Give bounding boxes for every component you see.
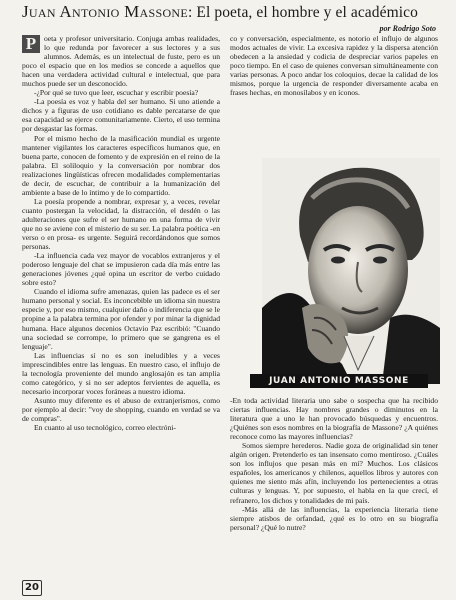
answer-2e: co y conversación, especialmente, es notorio el influjo de algunos modos actuales de vivir. La excesiva rapidez y la dispersa atención obedecen a la ansiedad y codicia de despreciar varios papeles en poco tiempo. En el caso de quienes conversan simultáneamente con varias personas. A poco andar los coloquios, decae la calidad de los mismos, porque la urgencia de responder diversamente acaba en frases hechas, en monosílabos y en íconos. [230,34,438,98]
title-name: Juan Antonio Massone [22,2,189,21]
question-2: -La influencia cada vez mayor de vocablos extranjeros y el poderoso lenguaje del chat se impusieron cada día más entre las generaciones jóvenes ¿qué opina un escritor de verbo cuidado sobre esto? [22,251,220,288]
left-column [22,34,220,432]
answer-1b: Por el mismo hecho de la masificación mundial es urgente mantener vigilantes los caracteres específicos humanos que, en buena parte, conocen de fomento y de expresión en el reino de la palabra. El soliloquio y la conversación por nombrar dos realizaciones lingüísticas ofrecen modalidades complementarias de decir, de escuchar, de contribuir a la humanización del ambiente a base de lo íntimo y de lo compartido. [22,133,220,197]
right-column-top [230,34,438,97]
answer-2b: Las influencias sí no es son ineludibles y a veces imprescindibles entre las lenguas. En nuestro caso, el influjo de la tecnología proveniente del mundo anglosajón es tan amplia como categórico, y si no ser adeptos fervientes de aquella, es necesario incorporar voces foráneas a nuestro idioma. [22,350,220,396]
answer-2c: Asunto muy diferente es el abuso de extranjerismos, como por ejemplo al decir: "voy de shopping, cuando en verdad se va de compras". [22,395,220,423]
photo-caption: JUAN ANTONIO MASSONE [250,374,428,388]
drop-cap: P [22,35,40,53]
question-4: -Más allá de las influencias, la experiencia literaria tiene siempre atisbos de orfandad, ¿qué es lo otro en su biografía personal? ¿Qué lo nutre? [230,504,438,532]
question-1: -¿Por qué se tuvo que leer, escuchar y escribir poesía? [34,88,199,98]
answer-1c: La poesía propende a nombrar, expresar y, a veces, revelar cuanto postergan la velocidad, la distracción, el desdén o las adulteraciones que sufre el ser humano en una forma de vivir que no se aviene con el misterio de su ser. La palabra poética -en verso o en prosa- es urgente. Seguirá recordándonos que somos personas. [22,196,220,252]
page-number: 20 [22,580,42,596]
intro-text: oeta y profesor universitario. Conjuga ambas realidades, lo que redunda por favorecer a sus lectores y a sus alumnos. Además, es un intelectual de fuste, pero es un poco el espacio que en los medios se concede a aquellos que hacen una verdadera actividad cultural e intelectual, que para muchos puede ser un desconocido. [22,34,220,89]
question-3: -En toda actividad literaria uno sabe o sospecha que ha recibido ciertas influencias. Hay nombres grandes o diminutos en la literatura que a uno le han provocado búsquedas y encuentros. ¿Quiénes son esos nombres en la biografía de Massone? ¿A quiénes reconoce como las mayores influencias? [230,396,438,442]
portrait-illustration [262,158,440,384]
answer-2a: Cuando el idioma sufre amenazas, quien las padece es el ser humano personal y social. Es inconcebible un idioma sin nuestra especie y, por eso mismo, cualquier daño o indiferencia que se le propine a la palabra termina por ofender y por minar la dignidad humana. Hace algunos decenios Octavio Paz escribió: "Cuando una sociedad se corrompe, lo primero que se gangrena es el lenguaje". [22,287,220,351]
title-rest: : El poeta, el hombre y el académico [188,4,419,21]
answer-1a: -La poesía es voz y habla del ser humano. Si uno atiende a dichos y a figuras de uso cotidiano es dable percatarse de que esa capacidad se ejerce comunitariamente. Cierto, el uso termina por desgastar las formas. [22,97,220,134]
article-title [22,3,442,22]
answer-2d: En cuanto al uso tecnológico, correo electróni- [34,423,176,433]
portrait-photo [262,158,440,384]
right-column-bottom [230,396,438,532]
byline: por Rodrigo Soto [379,24,436,33]
page-number-box [18,580,42,594]
answer-3: Somos siempre herederos. Nadie goza de originalidad sin tener algún origen. Pretenderlo es tan insensato como mentiroso. ¿Cuáles son los influjos que pesan más en mí? Muchos. Los clásicos españoles, los americanos y chilenos, aquellos libros y autores con quienes me siento más afín, incluyendo los pertenecientes a otras culturas y lenguas. Y, por supuesto, el habla en la que crecí, el refranero, los dichos y tonalidades de mi país. [230,441,438,505]
intro-paragraph [22,34,220,88]
